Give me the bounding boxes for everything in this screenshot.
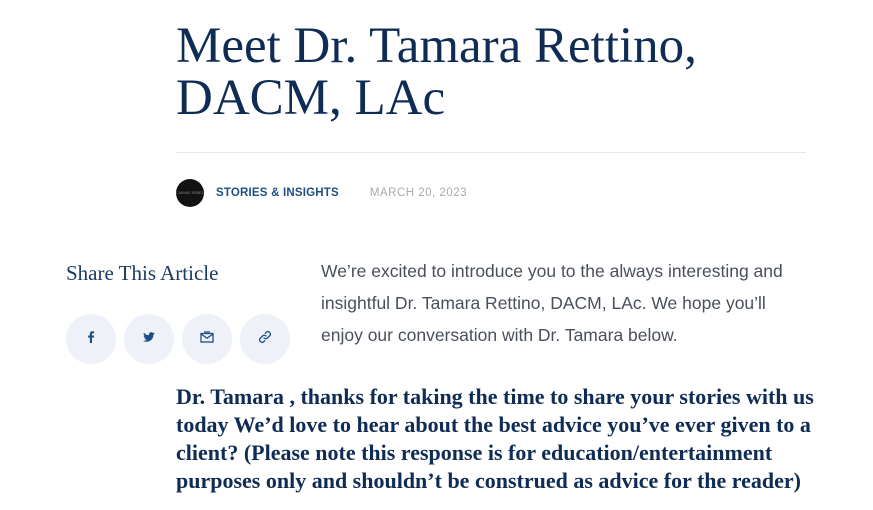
copy-link-button[interactable] bbox=[240, 314, 290, 364]
publish-date: MARCH 20, 2023 bbox=[369, 187, 468, 199]
share-twitter-button[interactable] bbox=[124, 314, 174, 364]
divider bbox=[176, 152, 806, 153]
share-email-button[interactable] bbox=[182, 314, 232, 364]
interview-question: Dr. Tamara , thanks for taking the time to share your stories with us today We’d love to hear about the best advice you’ve ever given to a client? (Please note this response is for education/entertainment purposes only and shouldn’t be construed as advice for the reader) bbox=[176, 384, 814, 493]
article-title: Meet Dr. Tamara Rettino, DACM, LAc bbox=[176, 18, 697, 126]
avatar-logo-text: CANVAS REBEL bbox=[176, 191, 204, 195]
facebook-icon bbox=[83, 329, 99, 350]
intro-paragraph: We’re excited to introduce you to the always interesting and insightful Dr. Tamara Rettino, DACM, LAc. We hope you’ll enjoy our conversation with Dr. Tamara below. bbox=[321, 261, 783, 345]
share-heading: Share This Article bbox=[66, 261, 219, 285]
twitter-icon bbox=[141, 329, 157, 350]
article-meta bbox=[176, 179, 467, 207]
category-link[interactable]: STORIES & INSIGHTS bbox=[216, 187, 339, 199]
avatar[interactable] bbox=[176, 179, 204, 207]
share-buttons bbox=[66, 314, 298, 364]
email-icon bbox=[199, 329, 215, 350]
share-facebook-button[interactable] bbox=[66, 314, 116, 364]
link-icon bbox=[257, 329, 273, 350]
